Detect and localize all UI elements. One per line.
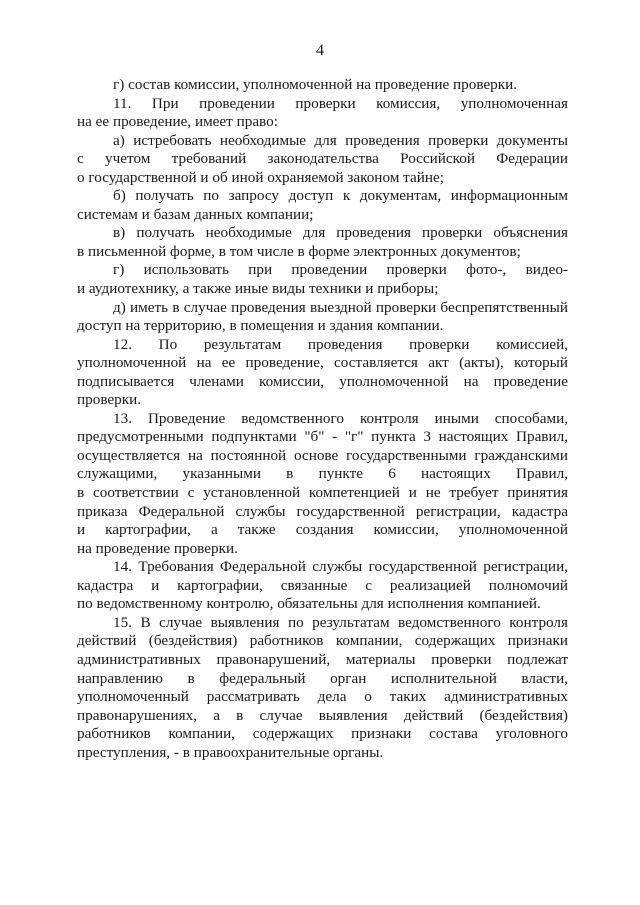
text-line: б) получать по запросу доступ к документам, информационным xyxy=(113,187,568,205)
text-line: кадастра и картографии, связанные с реализацией полномочий xyxy=(77,576,568,594)
text-line: направлению в федеральный орган исполнительной власти, xyxy=(77,669,568,687)
text-line: о государственной и об иной охраняемой законом тайне; xyxy=(77,168,444,186)
text-line: по ведомственному контролю, обязательны для исполнения компанией. xyxy=(77,595,541,613)
text-line: уполномоченный рассматривать дела о таких административных xyxy=(77,688,568,706)
text-line: системам и базам данных компании; xyxy=(77,205,314,223)
page-number: 4 xyxy=(316,42,324,59)
text-line: действий (бездействия) работников компании, содержащих признаки xyxy=(77,632,568,650)
text-line: и картографии, а также создания комиссии, уполномоченной xyxy=(77,521,568,539)
text-line: 13. Проведение ведомственного контроля иными способами, xyxy=(113,409,568,427)
text-line: предусмотренными подпунктами "б" - "г" пункта 3 настоящих Правил, xyxy=(77,428,568,446)
text-line: с учетом требований законодательства Российской Федерации xyxy=(77,150,568,168)
text-line: 11. При проведении проверки комиссия, уполномоченная xyxy=(113,94,568,112)
text-line: преступления, - в правоохранительные органы. xyxy=(77,743,384,761)
text-line: а) истребовать необходимые для проведения проверки документы xyxy=(113,131,568,149)
text-line: уполномоченной на ее проведение, составляется акт (акты), который xyxy=(77,354,568,372)
text-line: на ее проведение, имеет право: xyxy=(77,113,278,131)
text-line: административных правонарушений, материалы проверки подлежат xyxy=(77,650,568,668)
text-line: д) иметь в случае проведения выездной проверки беспрепятственный xyxy=(113,298,568,316)
text-line: в письменной форме, в том числе в форме электронных документов; xyxy=(77,242,521,260)
text-line: проверки. xyxy=(77,391,142,409)
text-line: на проведение проверки. xyxy=(77,539,238,557)
text-line: служащими, указанными в пункте 6 настоящих Правил, xyxy=(77,465,568,483)
document-body xyxy=(77,76,568,762)
text-line: в соответствии с установленной компетенцией и не требует принятия xyxy=(77,484,568,502)
text-line: 15. В случае выявления по результатам ведомственного контроля xyxy=(113,613,568,631)
text-line: доступ на территорию, в помещения и здания компании. xyxy=(77,317,444,335)
text-line: в) получать необходимые для проведения проверки объяснения xyxy=(113,224,568,242)
text-line: осуществляется на постоянной основе государственными гражданскими xyxy=(77,446,568,464)
text-line: работников компании, содержащих признаки состава уголовного xyxy=(77,725,568,743)
text-line: 12. По результатам проведения проверки комиссией, xyxy=(113,335,568,353)
text-line: правонарушениях, а в случае выявления действий (бездействия) xyxy=(77,706,568,724)
text-line: г) состав комиссии, уполномоченной на проведение проверки. xyxy=(113,76,518,93)
text-line: и аудиотехнику, а также иные виды техники и приборы; xyxy=(77,280,439,298)
text-line: г) использовать при проведении проверки фото-, видео- xyxy=(113,261,568,279)
text-line: подписывается членами комиссии, уполномоченной на проведение xyxy=(77,372,568,390)
text-line: приказа Федеральной службы государственной регистрации, кадастра xyxy=(77,502,568,520)
text-line: 14. Требования Федеральной службы государственной регистрации, xyxy=(113,558,568,576)
